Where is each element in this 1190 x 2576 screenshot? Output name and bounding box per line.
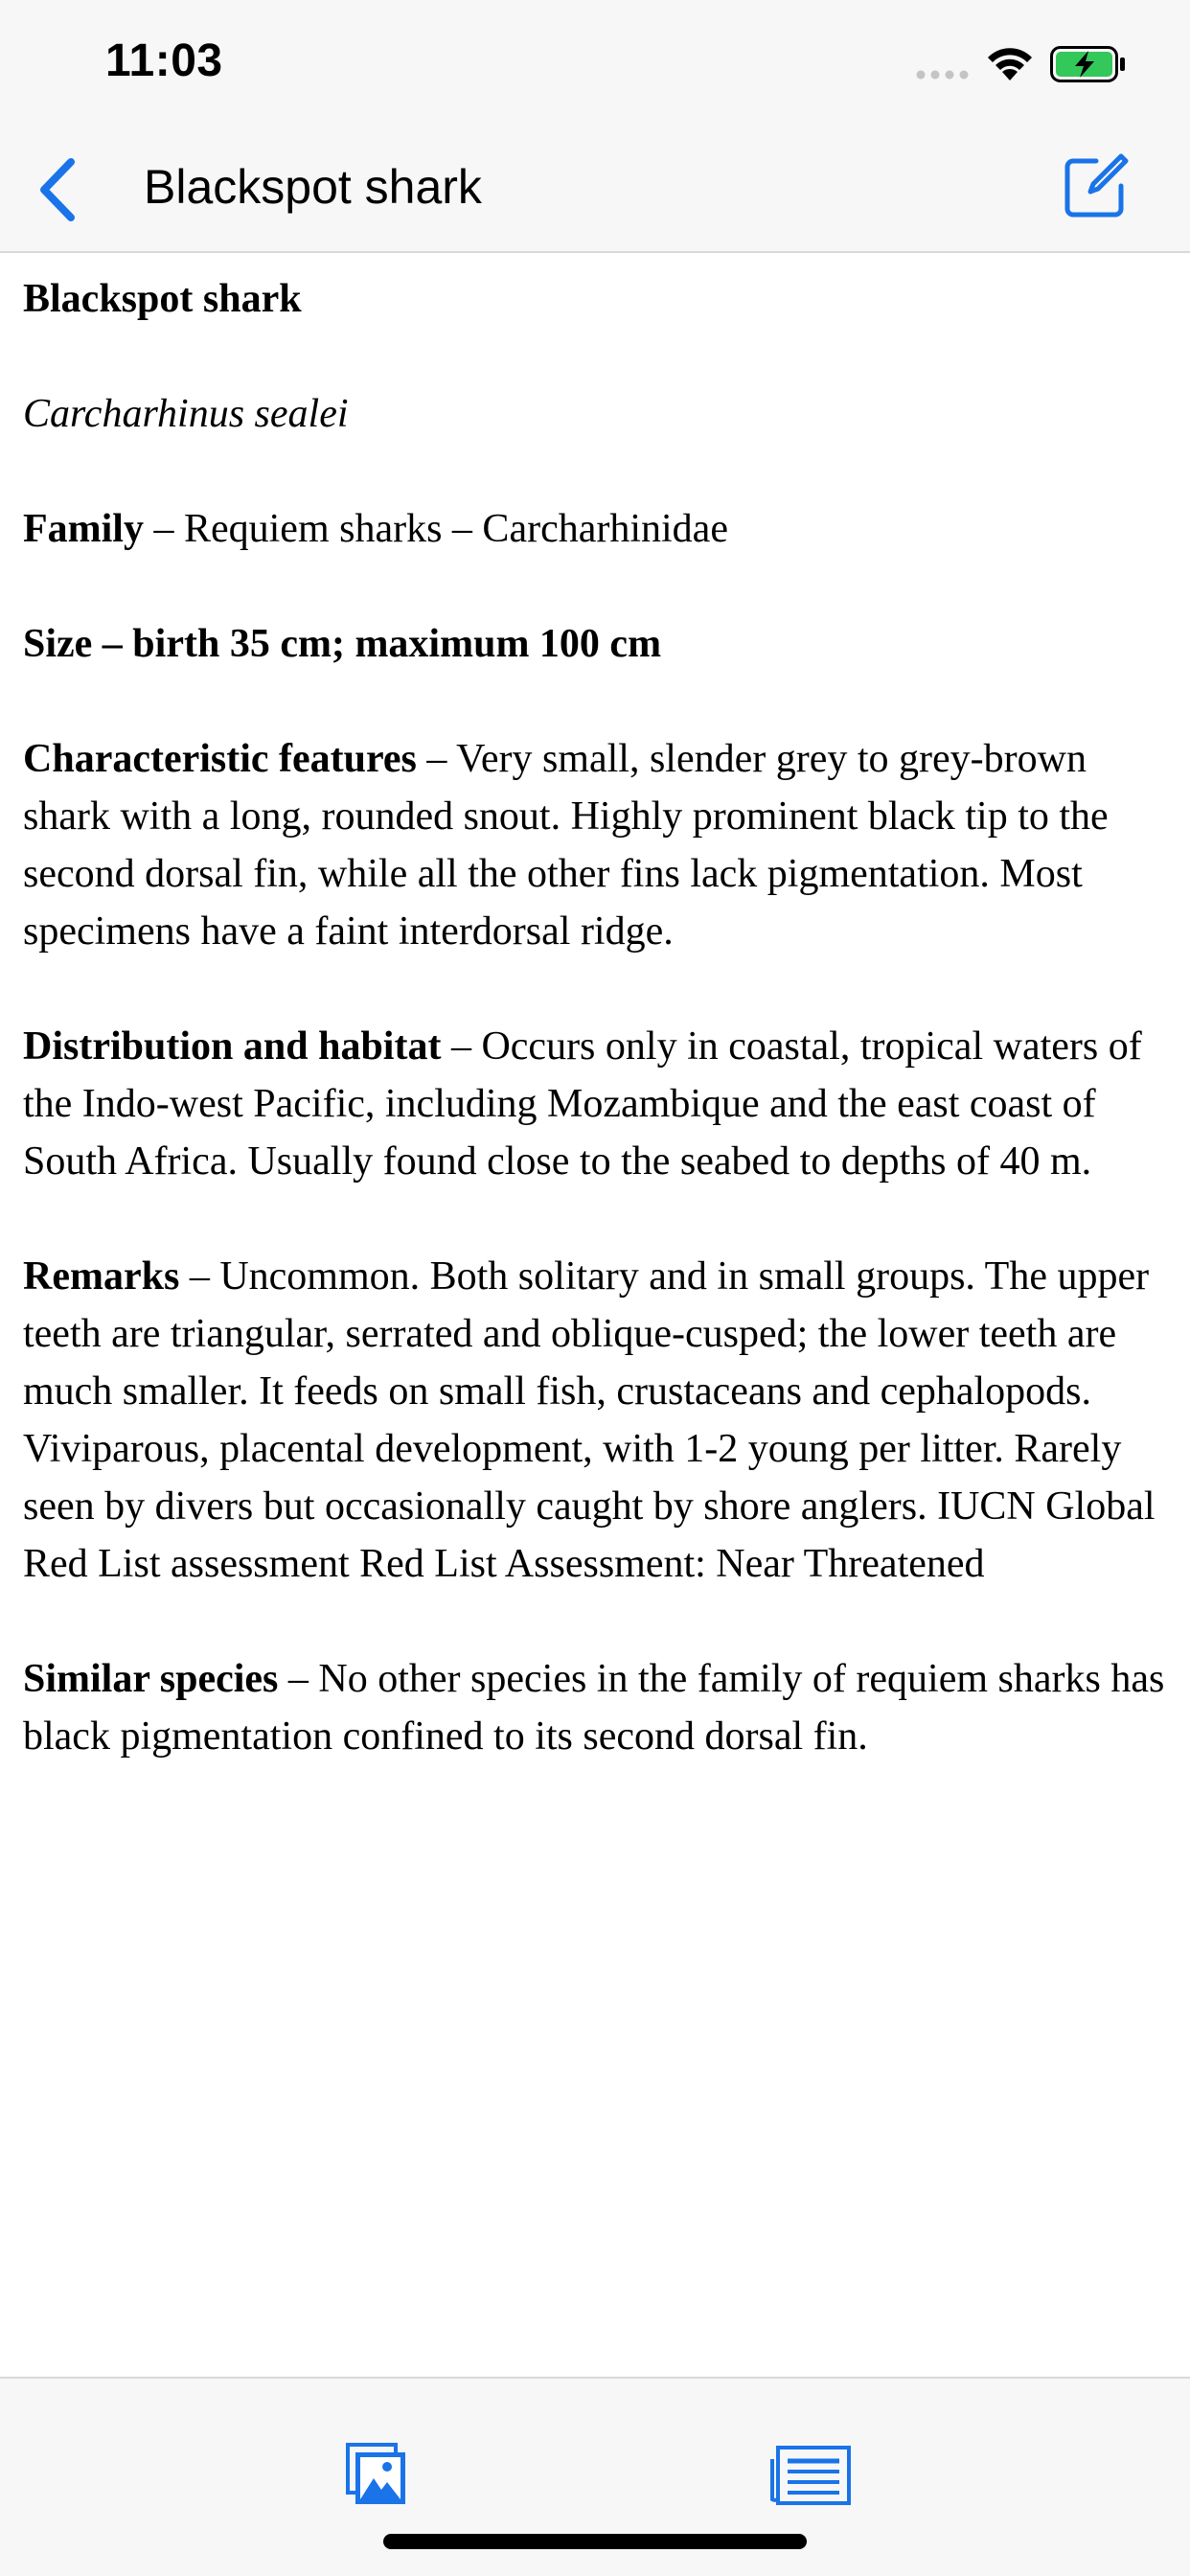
similar-text: – No other species in the family of requiem sharks has black pigmentation confined to its second dorsal fin.	[23, 1657, 1165, 1759]
status-time: 11:03	[105, 35, 223, 86]
similar-label: Similar species	[23, 1657, 279, 1701]
notes-icon	[767, 2444, 853, 2507]
nav-bar	[0, 126, 1190, 253]
photos-button[interactable]	[345, 2442, 408, 2507]
family-text: – Requiem sharks – Carcharhinidae	[143, 507, 728, 551]
family-paragraph	[23, 500, 1165, 558]
article-content	[23, 270, 1165, 1823]
features-text: – Very small, slender grey to grey-brown shark with a long, rounded snout. Highly prominent black tip to the second dorsal fin, while all the other fins lack pigmentation. Most specimens have a faint interdorsal ridge.	[23, 737, 1109, 954]
remarks-label: Remarks	[23, 1254, 180, 1299]
scientific-name-text: Carcharhinus sealei	[23, 392, 349, 436]
features-paragraph	[23, 730, 1165, 960]
edit-button[interactable]	[1058, 150, 1133, 224]
features-label: Characteristic features	[23, 737, 417, 781]
scientific-name	[23, 385, 1165, 443]
distribution-label: Distribution and habitat	[23, 1024, 442, 1069]
photos-icon	[345, 2442, 408, 2507]
notes-button[interactable]	[767, 2444, 853, 2507]
signal-icon	[916, 69, 972, 80]
similar-paragraph	[23, 1650, 1165, 1765]
size-text: Size – birth 35 cm; maximum 100 cm	[23, 622, 662, 666]
remarks-text: – Uncommon. Both solitary and in small groups. The upper teeth are triangular, serrated and oblique-cusped; the lower teeth are much smaller. It feeds on small fish, crustaceans and cephalopods. Viviparous, placental development, with 1-2 young per litter. Rarely seen by divers but occasionally caught by shore anglers. IUCN Global Red List assessment Red List Assessment: Near Threatened	[23, 1254, 1156, 1586]
distribution-paragraph	[23, 1018, 1165, 1190]
back-button[interactable]	[29, 153, 86, 226]
article-title	[23, 270, 1165, 328]
nav-title: Blackspot shark	[144, 160, 482, 214]
chevron-left-icon	[36, 156, 79, 223]
family-label: Family	[23, 507, 144, 551]
article-title-text: Blackspot shark	[23, 277, 302, 321]
battery-charging-icon	[1050, 46, 1127, 82]
compose-icon	[1062, 153, 1129, 220]
status-bar	[0, 0, 1190, 126]
wifi-icon	[985, 44, 1035, 82]
distribution-text: – Occurs only in coastal, tropical waters of the Indo-west Pacific, including Mozambique and the east coast of South Africa. Usually found close to the seabed to depths of 40 m.	[23, 1024, 1142, 1184]
size-paragraph	[23, 615, 1165, 673]
remarks-paragraph	[23, 1248, 1165, 1593]
home-indicator[interactable]	[383, 2534, 807, 2549]
